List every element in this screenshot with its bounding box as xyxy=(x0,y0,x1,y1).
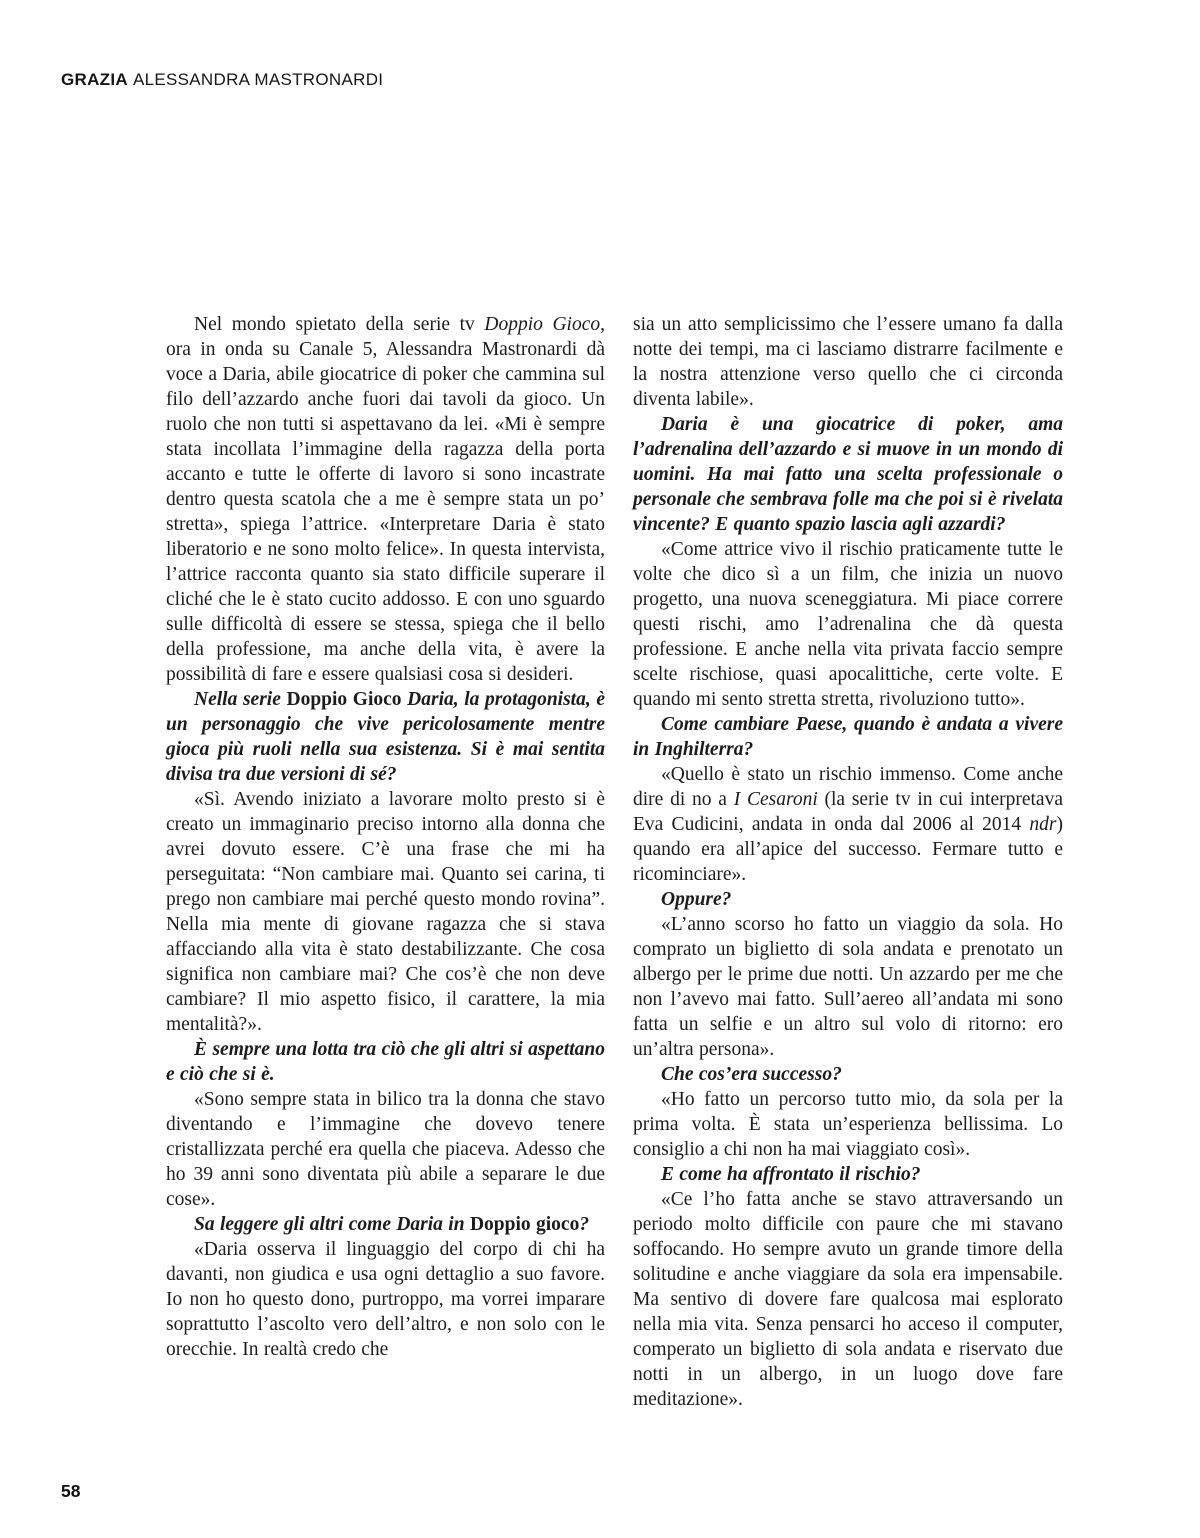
text-run: «Sì. Avendo iniziato a lavorare molto presto si è creato un immaginario preciso intorno alla donna che avrei dovuto essere. C’è una frase che mi ha perseguitata: “Non cambiare mai. Quanto sei carina, ti prego non cambiare mai perché questo mondo rovina”. Nella mia mente di giovane ragazza che si stava affacciando alla vita è stato destabilizzante. Che cosa significa non cambiare mai? Che cos’è che non deve cambiare? Il mio aspetto fisico, il carattere, la mia mentalità?». xyxy=(166,789,605,1035)
interview-question xyxy=(633,1162,1063,1187)
text-run: Doppio Gioco xyxy=(286,689,408,710)
text-run: Come cambiare Paese, quando è andata a vivere in Inghilterra? xyxy=(633,714,1063,760)
article-subject: ALESSANDRA MASTRONARDI xyxy=(132,70,384,89)
text-run: «L’anno scorso ho fatto un viaggio da sola. Ho comprato un biglietto di sola andata e prenotato un albergo per le prime due notti. Un azzardo per me che non l’avevo mai fatto. Sull’aereo all’andata mi sono fatta un selfie e un altro sul volo di ritorno: ero un’altra persona». xyxy=(633,914,1063,1060)
interview-question xyxy=(633,1062,1063,1087)
article-paragraph xyxy=(166,1087,605,1212)
text-run: ) quando era all’apice del successo. Fermare tutto e ricominciare». xyxy=(633,814,1063,885)
interview-question xyxy=(633,412,1063,537)
text-run: «Ho fatto un percorso tutto mio, da sola per la prima volta. È stata un’esperienza bellissima. Lo consiglio a chi non ha mai viaggiato così». xyxy=(633,1089,1063,1160)
interview-question xyxy=(633,887,1063,912)
article-paragraph xyxy=(166,312,605,687)
text-run: Doppio gioco xyxy=(469,1214,580,1235)
article-paragraph xyxy=(633,762,1063,887)
text-run: sia un atto semplicissimo che l’essere umano fa dalla notte dei tempi, ma ci lasciamo distrarre facilmente e la nostra attenzione verso quello che ci circonda diventa labile». xyxy=(633,314,1063,410)
text-run: ? xyxy=(579,1214,590,1235)
article-paragraph xyxy=(633,912,1063,1062)
interview-question xyxy=(166,1212,605,1237)
text-run: I Cesaroni xyxy=(733,789,818,810)
text-run: «Come attrice vivo il rischio praticamente tutte le volte che dico sì a un film, che inizia un nuovo progetto, una nuova sceneggiatura. Mi piace correre questi rischi, amo l’adrenalina che dà questa professione. E anche nella vita privata faccio sempre scelte rischiose, quasi apocalittiche, certe volte. E quando mi sento stretta stretta, rivoluziono tutto». xyxy=(633,539,1063,710)
article-paragraph xyxy=(633,537,1063,712)
article-body xyxy=(166,312,1063,1412)
text-run: Nel mondo spietato della serie tv xyxy=(194,314,485,335)
text-run: ora in onda su Canale 5, Alessandra Mastronardi dà voce a Daria, abile giocatrice di poker che cammina sul filo dell’azzardo anche fuori dai tavoli da gioco. Un ruolo che non tutti si aspettavano da lei. «Mi è sempre stata incollata l’immagine della ragazza della porta accanto e tutte le offerte di lavoro si sono incastrate dentro questa scatola che a me è sempre stata un po’ stretta», spiega l’attrice. «Interpretare Daria è stato liberatorio e ne sono molto felice». In questa intervista, l’attrice racconta quanto sia stato difficile superare il cliché che le è stato cucito addosso. E con uno sguardo sulle difficoltà di essere se stessa, spiega che il bello della professione, ma anche della vita, è avere la possibilità di fare e essere qualsiasi cosa si desideri. xyxy=(166,339,605,685)
text-run: Doppio Gioco, xyxy=(484,314,605,335)
text-run: Nella serie xyxy=(194,689,287,710)
article-column xyxy=(166,312,605,1412)
text-run: Oppure? xyxy=(661,889,732,910)
running-header xyxy=(61,70,383,90)
text-run: (la serie tv in cui interpretava Eva Cudicini, andata in onda dal 2006 al 2014 xyxy=(633,789,1063,835)
interview-question xyxy=(166,1037,605,1087)
text-run: «Ce l’ho fatta anche se stavo attraversando un periodo molto difficile con paure che mi stavano soffocando. Ho sempre avuto un grande timore della solitudine e anche viaggiare da sola era impensabile. Ma sentivo di dovere fare qualcosa mai esplorato nella mia vita. Senza pensarci ho acceso il computer, comperato un biglietto di sola andata e riservato due notti in un albergo, in un luogo dove fare meditazione». xyxy=(633,1189,1063,1410)
text-run: «Sono sempre stata in bilico tra la donna che stavo diventando e l’immagine che dovevo tenere cristallizzata perché era quella che piaceva. Adesso che ho 39 anni sono diventata più abile a separare le due cose». xyxy=(166,1089,605,1210)
article-paragraph xyxy=(633,312,1063,412)
article-paragraph xyxy=(633,1087,1063,1162)
text-run: E come ha affrontato il rischio? xyxy=(661,1164,921,1185)
text-run: Sa leggere gli altri come Daria in xyxy=(194,1214,470,1235)
magazine-brand: GRAZIA xyxy=(61,70,128,89)
text-run: È sempre una lotta tra ciò che gli altri si aspettano e ciò che si è. xyxy=(166,1039,605,1085)
article-paragraph xyxy=(166,1237,605,1362)
text-run: Daria, la protagonista, è un personaggio che vive pericolosamente mentre gioca più ruoli nella sua esistenza. Si è mai sentita divisa tra due versioni di sé? xyxy=(166,689,605,785)
article-paragraph xyxy=(633,1187,1063,1412)
text-run: Che cos’era successo? xyxy=(661,1064,842,1085)
text-run: ndr xyxy=(1029,814,1057,835)
article-paragraph xyxy=(166,787,605,1037)
text-run: Daria è una giocatrice di poker, ama l’adrenalina dell’azzardo e si muove in un mondo di uomini. Ha mai fatto una scelta professionale o personale che sembrava folle ma che poi si è rivelata vincente? E quanto spazio lascia agli azzardi? xyxy=(633,414,1063,535)
article-column xyxy=(633,312,1063,1412)
text-run: «Daria osserva il linguaggio del corpo di chi ha davanti, non giudica e usa ogni dettaglio a suo favore. Io non ho questo dono, purtroppo, ma vorrei imparare soprattutto l’ascolto vero dell’altro, e non solo con le orecchie. In realtà credo che xyxy=(166,1239,605,1360)
text-run: «Quello è stato un rischio immenso. Come anche dire di no a xyxy=(633,764,1063,810)
interview-question xyxy=(166,687,605,787)
page-number: 58 xyxy=(61,1481,81,1501)
interview-question xyxy=(633,712,1063,762)
